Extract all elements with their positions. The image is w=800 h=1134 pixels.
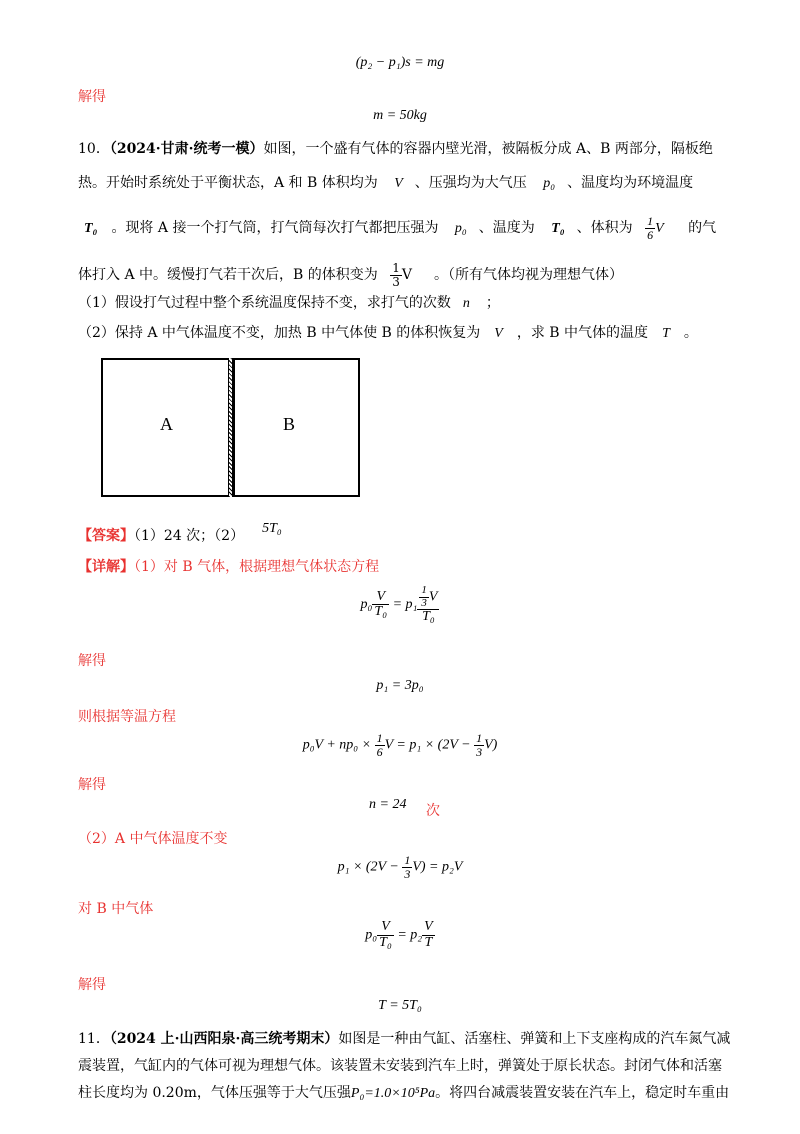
- q10-sub1-end: ；: [485, 295, 500, 311]
- q10-line-4: [78, 262, 623, 288]
- detail-line: [78, 556, 379, 576]
- q10-sub1-text: （1）假设打气过程中整个系统温度保持不变，求打气的次数: [78, 295, 451, 311]
- q10-sub-2: [78, 322, 698, 342]
- q10-var-p0: p₀: [543, 176, 556, 191]
- q10-line-1: [78, 138, 713, 158]
- q11-line-1: [78, 1028, 730, 1048]
- label-a: A: [160, 414, 173, 434]
- q10-var-v: V: [394, 176, 403, 191]
- q10-sub2-text: （2）保持 A 中气体温度不变，加热 B 中气体使 B 的体积恢复为: [78, 325, 481, 341]
- q10-line-2: [78, 172, 693, 192]
- q10-sub2-end: 。: [683, 325, 698, 341]
- detail-tag: 【详解】: [78, 559, 134, 575]
- jiede-label-1: 解得: [78, 89, 106, 105]
- q10-source: （2024·甘肃·统考一模）: [109, 141, 264, 157]
- answer-line: [78, 521, 282, 545]
- chamber-b: [233, 358, 360, 497]
- partition-plate: [228, 358, 233, 497]
- equation-a-isotherm: p₁ × (2V − $\frac{1}{3}$ V) = p₂V: [337, 853, 463, 881]
- label-b: B: [283, 414, 296, 434]
- jiede-label-3: 解得: [78, 777, 106, 793]
- q10-text-1: 如图，一个盛有气体的容器内壁光滑，被隔板分成 A、B 两部分，隔板绝: [263, 141, 713, 157]
- equation-isotherm: p₀V + np₀ × $\frac{1}{6}$ V = p₁ × (2V − $\frac{1}{3}$ V): [302, 731, 498, 759]
- q10-text-6: 、温度为: [478, 220, 535, 237]
- q10-text-4: 、温度均为环境温度: [567, 175, 694, 191]
- equation-b-state: p₀ $\frac{V}{\text{T₀}}$ = p₂ $\frac{V}{T}$: [365, 919, 433, 950]
- jiede-label-4: 解得: [78, 977, 106, 993]
- answer-text: （1）24 次；（2）: [134, 528, 245, 544]
- q10-text-2: 热。开始时系统处于平衡状态，A 和 B 体积均为: [78, 175, 378, 191]
- q11-source: （2024 上·山西阳泉·高三统考期末）: [109, 1031, 339, 1047]
- q10-var-p0-b: p₀: [454, 221, 467, 237]
- equation-p1: p₁ = 3p₀: [376, 678, 424, 693]
- answer-value: 5T₀: [262, 521, 282, 536]
- q10-sub-1: [78, 292, 500, 312]
- equation-mass-result: m = 50kg: [373, 108, 427, 123]
- answer-tag: 【答案】: [78, 528, 134, 544]
- q10-var-T0-b: T₀: [551, 221, 565, 237]
- q10-text-10: 。（所有气体均视为理想气体）: [433, 267, 623, 284]
- ci-label: 次: [426, 803, 440, 819]
- q10-frac-one-sixth-v: $\frac{1}{6}$ V: [647, 214, 664, 242]
- q11-text-1: 如图是一种由气缸、活塞柱、弹簧和上下支座构成的汽车氮气减: [338, 1031, 731, 1047]
- equation-state-b: p₀ $\frac{V}{\text{T₀}}$ = p₁ $\frac{1}{3}$ V T₀: [360, 584, 438, 625]
- forB-label: 对 B 中气体: [78, 901, 154, 917]
- equation-force-balance: (p₂ − p₁)s = mg: [355, 55, 445, 70]
- q10-text-5: 。现将 A 接一个打气筒，打气筒每次打气都把压强为: [111, 220, 439, 237]
- q10-var-v-b: V: [494, 326, 503, 341]
- q11-text-3: 柱长度均为 0.20m，气体压强等于大气压强: [78, 1085, 351, 1101]
- detail-text: （1）对 B 气体，根据理想气体状态方程: [134, 559, 380, 575]
- q10-text-8: 的气: [688, 220, 717, 237]
- q10-var-T: T: [662, 326, 670, 341]
- q11-number: 11．: [78, 1031, 110, 1047]
- q10-line-3: [78, 215, 716, 241]
- equation-T-result: T = 5T₀: [378, 998, 422, 1013]
- q10-sub2-text-b: ，求 B 中气体的温度: [516, 325, 649, 341]
- q10-number: 10．: [78, 141, 110, 157]
- q11-line-2: 震装置，气缸内的气体可视为理想气体。该装置未安装到汽车上时，弹簧处于原长状态。封闭气体和活塞: [78, 1058, 722, 1074]
- q10-text-3: 、压强均为大气压: [414, 175, 527, 191]
- q11-p0: P₀=1.0×10⁵Pa: [350, 1086, 436, 1101]
- q10-var-n: n: [462, 296, 470, 311]
- part2-label: （2）A 中气体温度不变: [78, 831, 228, 847]
- q10-frac-one-third-v: $\frac{1}{3}$ V: [392, 261, 412, 289]
- equation-n: n = 24: [369, 797, 407, 812]
- isotherm-label: 则根据等温方程: [78, 709, 176, 725]
- q10-var-T0: T₀: [84, 221, 98, 237]
- jiede-label-2: 解得: [78, 653, 106, 669]
- q10-text-9: 体打入 A 中。缓慢打气若干次后，B 的体积变为: [78, 267, 378, 284]
- q10-text-7: 、体积为: [576, 220, 633, 237]
- q11-line-3: [78, 1082, 729, 1102]
- q11-text-4: 。将四台减震装置安装在汽车上，稳定时车重由: [435, 1085, 730, 1101]
